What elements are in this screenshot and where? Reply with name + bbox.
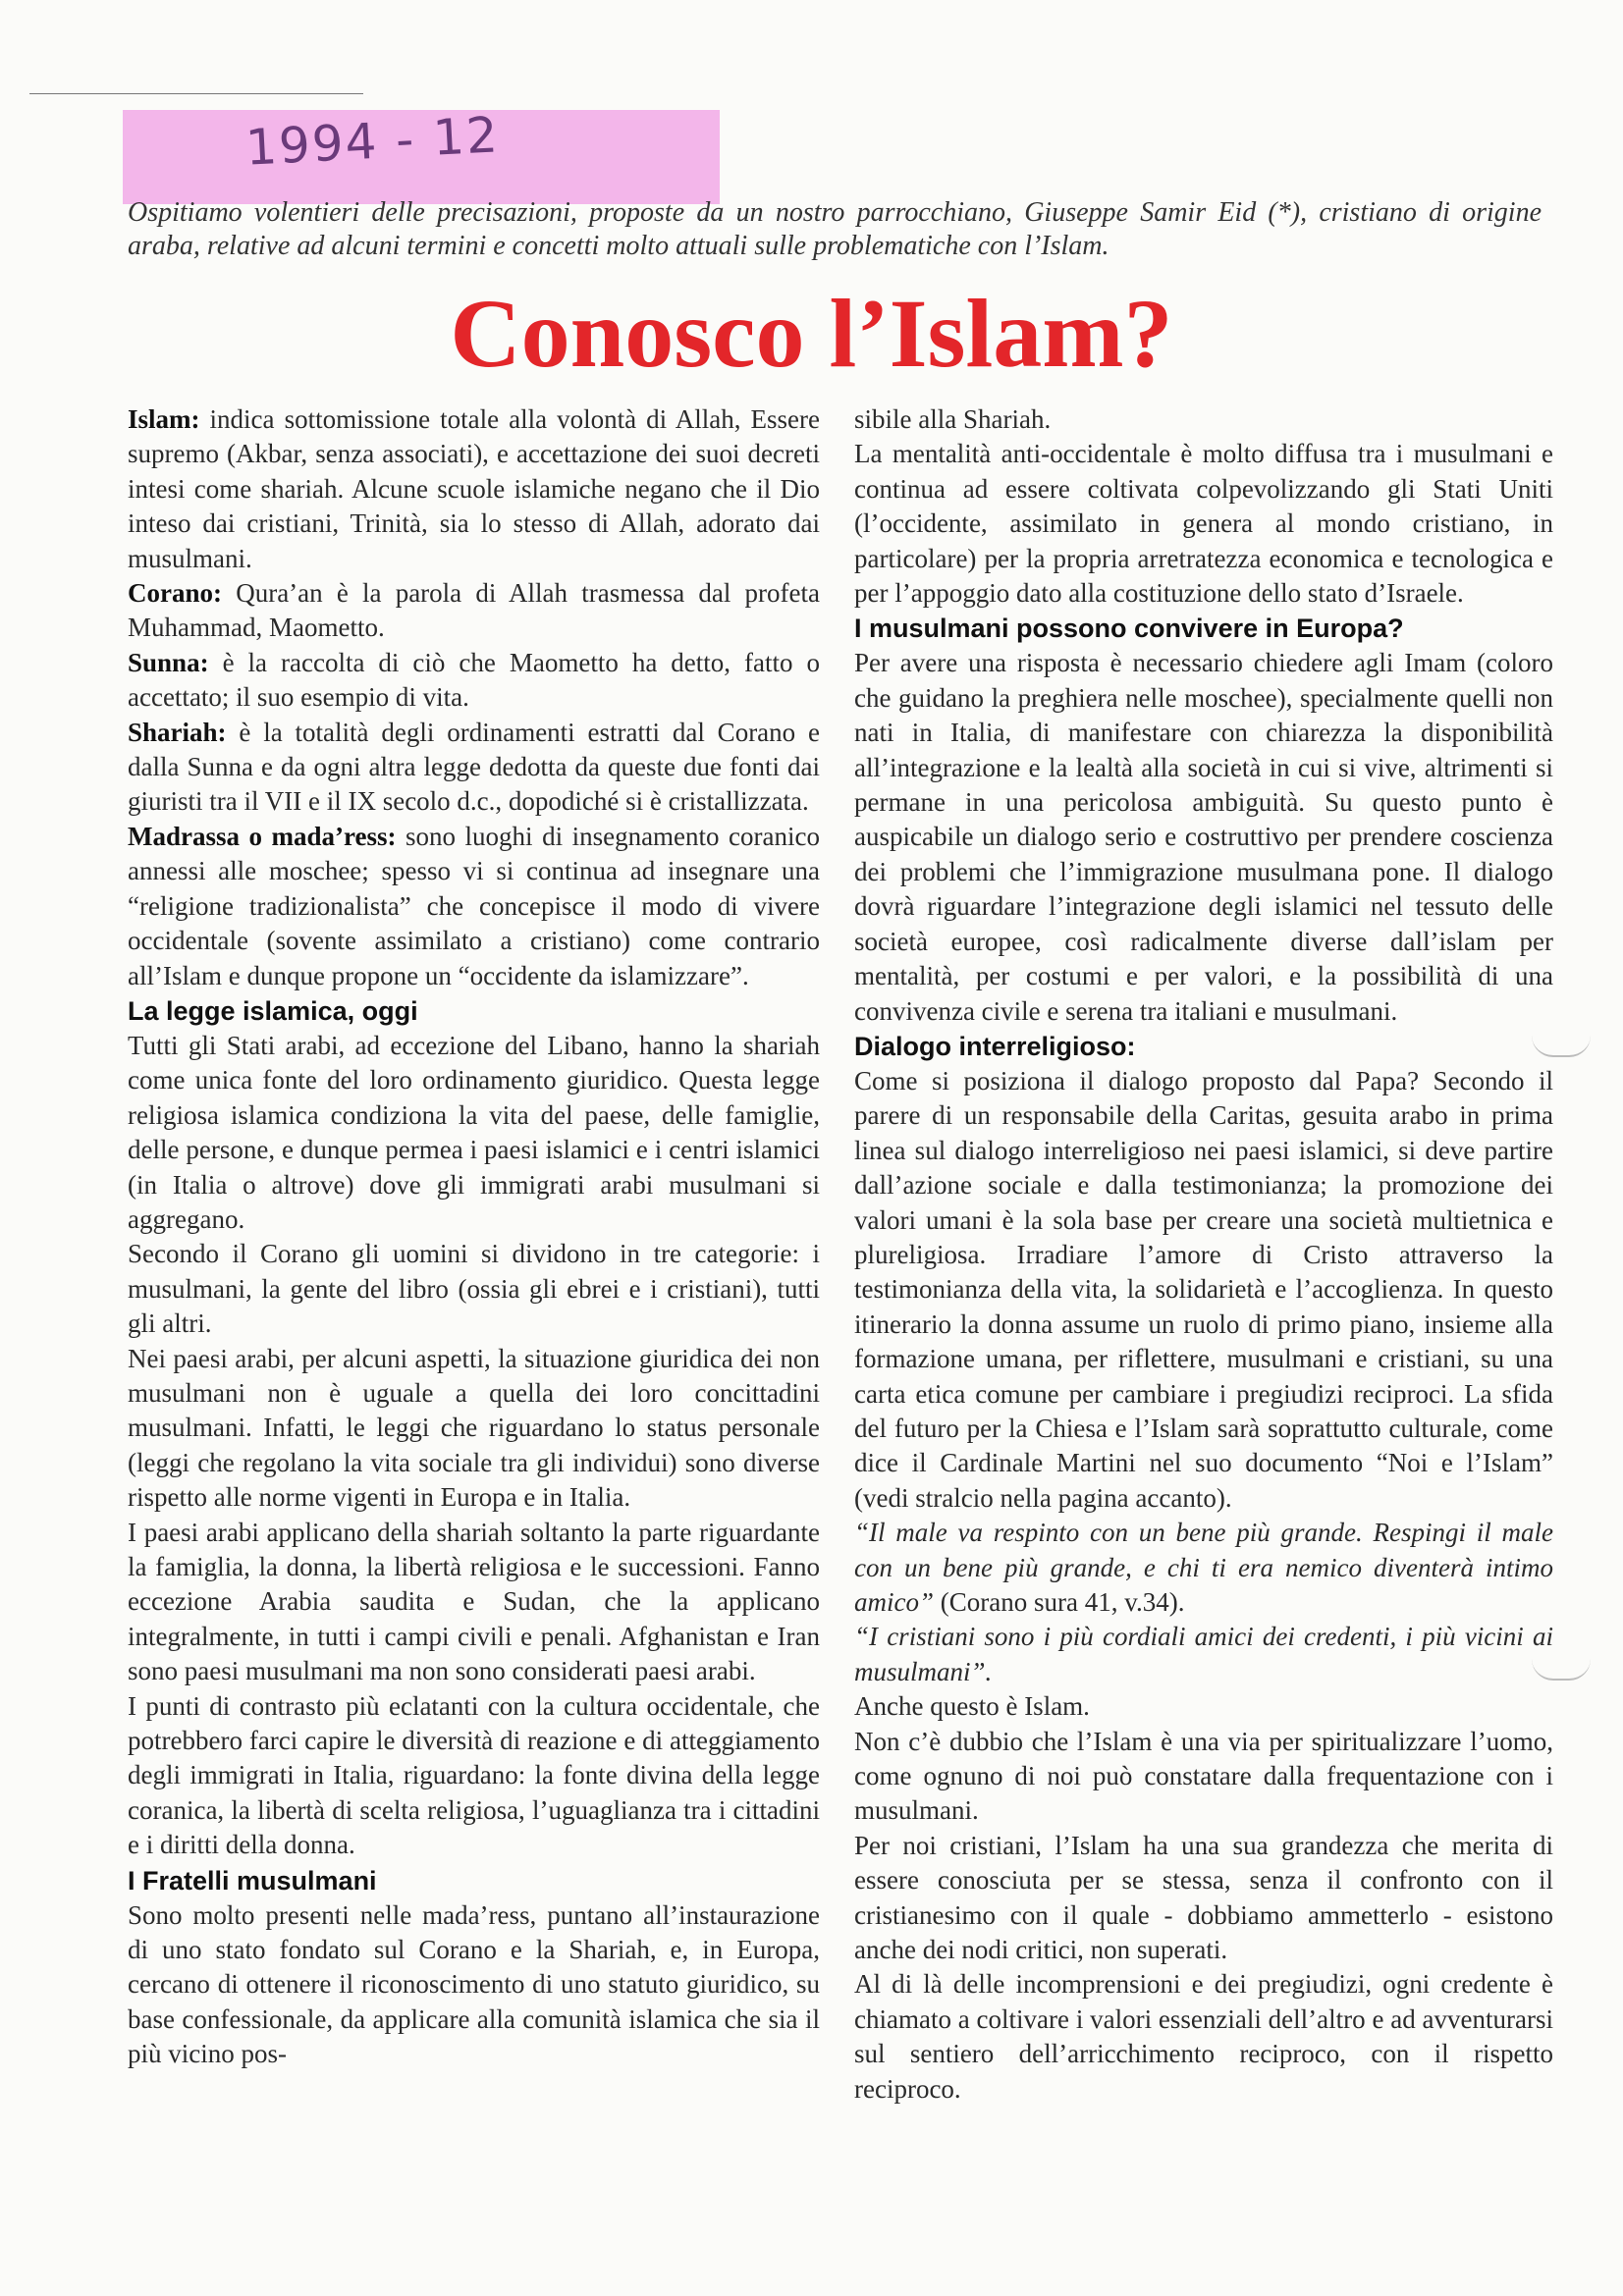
term-madrassa: Madrassa o mada’ress:: [128, 821, 397, 851]
term-corano: Corano:: [128, 578, 222, 609]
right-column: [854, 402, 1553, 2107]
page-title: Conosco l’Islam?: [450, 279, 1173, 388]
heading-convivere-europa: I musulmani possono convivere in Europa?: [854, 614, 1404, 644]
paragraph: I punti di contrasto più eclatanti con la cultura occidentale, che potrebbero farci capire le diversità di reazione e di atteggiamento degli immigrati in Italia, riguardano: la fonte divina della legge coranica, la libertà di scelta religiosa, l’uguaglianza tra i cittadini e i diritti della donna.: [128, 1690, 820, 1860]
term-shariah: Shariah:: [128, 717, 227, 747]
paragraph: Per avere una risposta è necessario chiedere agli Imam (coloro che guidano la preghiera nelle moschee), specialmente quelli non nati in Italia, di manifestare con chiarezza la disponibilità all’integrazione e la lealtà alla società in cui si vive, altrimenti si permane in una pericolosa ambiguità. Su questo punto è auspicabile un dialogo serio e costruttivo per prendere coscienza dei problemi che l’immigrazione musulmana pone. Il dialogo dovrà riguardare l’integrazione degli islamici nel tessuto delle società europee, così radicalmente diverse dall’islam per mentalità, per costumi e per valori, e la possibilità di una convivenza civile e serena tra italiani e musulmani.: [854, 648, 1553, 1026]
heading-legge-islamica: La legge islamica, oggi: [128, 995, 418, 1026]
paragraph: La mentalità anti-occidentale è molto diffusa tra i musulmani e continua ad essere coltivata colpevolizzando gli Stati Uniti (l’occidente, assimilato in genera al mondo cristiano, in particolare) per la propria arretratezza economica e tecnologica e per l’appoggio dato alla costituzione dello stato d’Israele.: [854, 439, 1553, 609]
definition-text: è la totalità degli ordinamenti estratti dal Corano e dalla Sunna e da ogni altra legge dedotta da queste due fonti dai giuristi tra il VII e il IX secolo d.c., dopodiché si è cristallizzata.: [128, 717, 821, 817]
paragraph: Non c’è dubbio che l’Islam è una via per spiritualizzare l’uomo, come ognuno di noi può constatare dalla frequentazione con i musulmani.: [854, 1726, 1553, 1826]
handwritten-date: 1994 - 12: [243, 106, 502, 177]
quote-text: “I cristiani sono i più cordiali amici dei credenti, i più vicini ai musulmani”.: [854, 1622, 1553, 1686]
definition-corano: [128, 576, 820, 646]
paragraph: Per noi cristiani, l’Islam ha una sua grandezza che merita di essere conosciuta per se stessa, senza il confronto con il cristianesimo con il quale - dobbiamo ammetterlo - esistono anche dei nodi critici, non superati.: [854, 1830, 1553, 1965]
paragraph: Secondo il Corano gli uomini si dividono in tre categorie: i musulmani, la gente del libro (ossia gli ebrei e i cristiani), tutti gli altri.: [128, 1239, 820, 1339]
definition-text: indica sottomissione totale alla volontà di Allah, Essere supremo (Akbar, senza associati), e accettazione dei suoi decreti intesi come shariah. Alcune scuole islamiche negano che il Dio inteso dai cristiani, Trinità, sia lo stesso di Allah, adorato dai musulmani.: [128, 404, 820, 573]
quote-corano: [854, 1516, 1553, 1620]
term-sunna: Sunna:: [128, 647, 209, 677]
quote-text: “Il male va respinto con un bene più grande. Respingi il male con un bene più grande, e chi ti era nemico diventerà intimo amico”: [854, 1518, 1553, 1617]
definition-text: Qura’an è la parola di Allah trasmessa dal profeta Muhammad, Maometto.: [128, 578, 821, 643]
definition-text: è la raccolta di ciò che Maometto ha detto, fatto o accettato; il suo esempio di vita.: [128, 647, 820, 713]
quote-reference: (Corano sura 41, v.34).: [940, 1587, 1185, 1617]
paragraph: I paesi arabi applicano della shariah soltanto la parte riguardante la famiglia, la donna, la libertà religiosa e le successioni. Fanno eccezione Arabia saudita e Sudan, che la applicano integralmente, in tutti i campi civili e penali. Afghanistan e Iran sono paesi musulmani ma non sono considerati paesi arabi.: [128, 1517, 820, 1686]
quote-cristiani: [854, 1620, 1553, 1689]
paragraph: Al di là delle incomprensioni e dei pregiudizi, ogni credente è chiamato a coltivare i valori essenziali dell’altro e ad avventurarsi sul sentiero dell’arricchimento reciproco, con il rispetto reciproco.: [854, 1969, 1553, 2104]
paragraph: Come si posiziona il dialogo proposto dal Papa? Secondo il parere di un responsabile della Caritas, gesuita arabo in prima linea sul dialogo interreligioso nei paesi islamici, si deve partire dall’azione sociale e dalla testimonianza; la promozione dei valori umani è la sola base per creare una società multietnica e plureligiosa. Irradiare l’amore di Cristo attraverso la testimonianza della vita, la solidarietà e l’accoglienza. In questo itinerario la donna assume un ruolo di primo piano, insieme alla formazione umana, per riflettere, musulmani e cristiani, su una carta etica comune per cambiare i pregiudizi reciproci. La sfida del futuro per la Chiesa e l’Islam sarà soprattutto culturale, come dice il Cardinale Martini nel suo documento “Noi e l’Islam” (vedi stralcio nella pagina accanto).: [854, 1065, 1553, 1513]
definition-madrassa: [128, 820, 820, 993]
left-column: [128, 402, 820, 2072]
definition-islam: [128, 402, 820, 576]
paragraph: Anche questo è Islam.: [854, 1691, 1090, 1722]
heading-fratelli-musulmani: I Fratelli musulmani: [128, 1865, 377, 1896]
intro-text: Ospitiamo volentieri delle precisazioni, proposte da un nostro parrocchiano, Giuseppe Samir Eid (*), cristiano di origine araba, relative ad alcuni termini e concetti molto attuali sulle problematiche con l’Islam.: [128, 197, 1542, 261]
term-islam: Islam:: [128, 404, 200, 434]
definition-sunna: [128, 646, 820, 716]
paragraph: sibile alla Shariah.: [854, 404, 1052, 434]
paragraph: Tutti gli Stati arabi, ad eccezione del Libano, hanno la shariah come unica fonte del loro ordinamento giuridico. Questa legge religiosa islamica condiziona la vita del paese, delle famiglie, delle persone, e dunque permea i paesi islamici e i centri islamici (in Italia o altrove) dove gli immigrati arabi musulmani si aggregano.: [128, 1030, 820, 1234]
definition-text: sono luoghi di insegnamento coranico annessi alle moschee; spesso vi si continua ad insegnare una “religione tradizionalista” che concepisce il modo di vivere occidentale (sovente assimilato a cristiano) come contrario all’Islam e dunque propone un “occidente da islamizzare”.: [128, 821, 821, 990]
heading-dialogo-interreligioso: Dialogo interreligioso:: [854, 1031, 1136, 1061]
top-rule: [29, 93, 363, 94]
paragraph: Sono molto presenti nelle mada’ress, puntano all’instaurazione di uno stato fondato sul Corano e la Shariah, e, in Europa, cercano di ottenere il riconoscimento di uno statuto giuridico, su base confessionale, da applicare alla comunità islamica che sia il più vicino pos-: [128, 1899, 820, 2069]
definition-shariah: [128, 716, 820, 820]
paragraph: Nei paesi arabi, per alcuni aspetti, la situazione giuridica dei non musulmani non è uguale a quella dei loro concittadini musulmani. Infatti, le leggi che riguardano lo status personale (leggi che regolano la vita sociale tra gli individui) sono diverse rispetto alle norme vigenti in Europa e in Italia.: [128, 1343, 820, 1513]
